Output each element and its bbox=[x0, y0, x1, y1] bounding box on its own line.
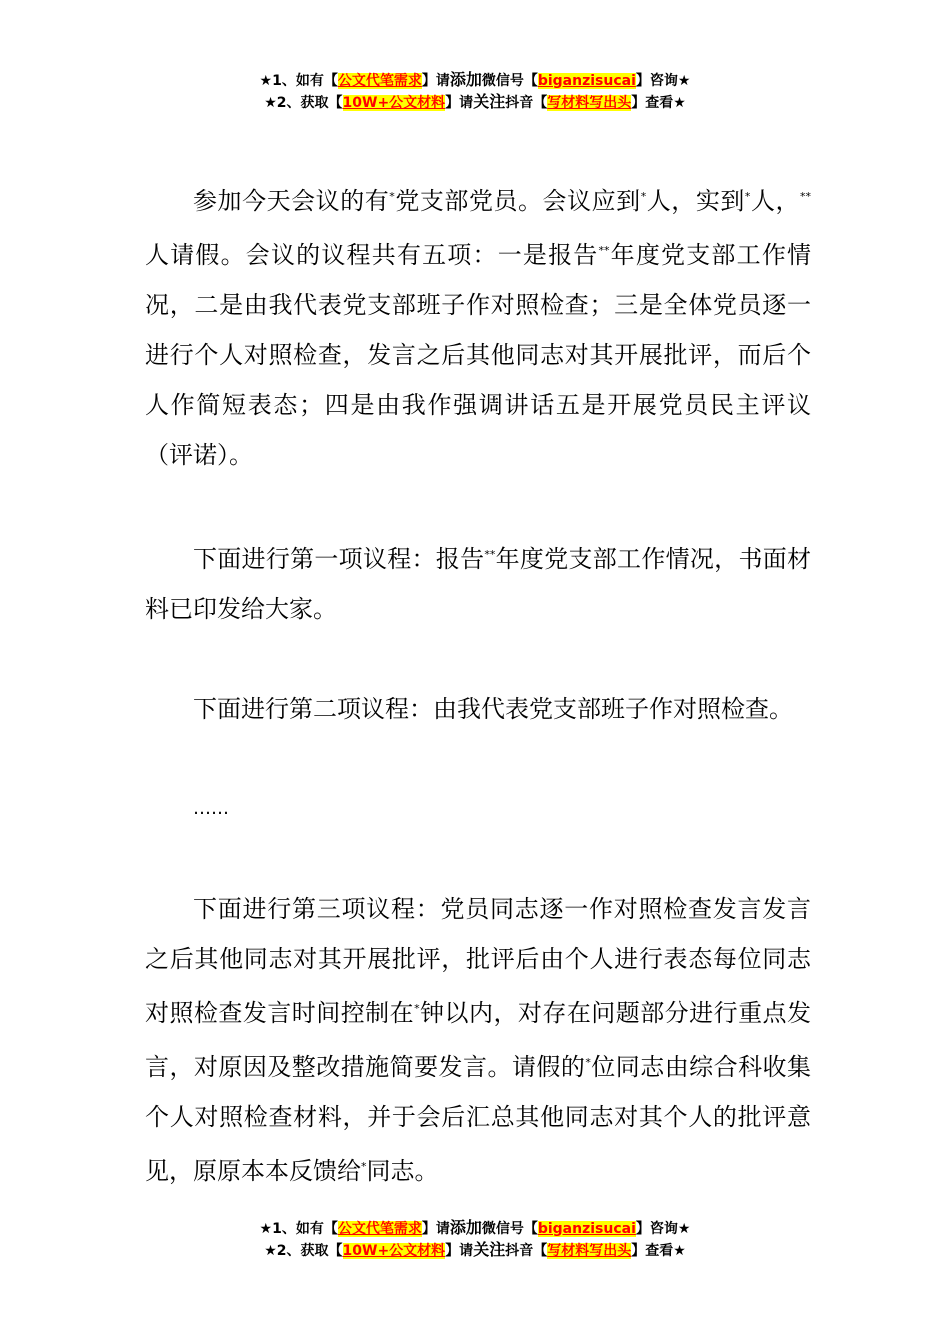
banner-text: 】请 bbox=[421, 1221, 450, 1237]
placeholder-mark: * bbox=[640, 190, 647, 203]
document-body bbox=[145, 172, 811, 1196]
banner-text: 】请 bbox=[445, 1243, 474, 1259]
banner-text: 】请 bbox=[421, 73, 450, 89]
text-run: 党支部党员。会议应到 bbox=[394, 187, 641, 215]
banner-line-2 bbox=[0, 91, 950, 113]
banner-text: 】咨询 bbox=[635, 1221, 678, 1237]
paragraph-agenda-3 bbox=[145, 884, 811, 1196]
placeholder-mark: * bbox=[361, 1160, 367, 1173]
text-run: 下面进行第一项议程：报告 bbox=[193, 545, 485, 573]
banner-emphasis: 添加 bbox=[449, 70, 482, 89]
highlight-wechat-id: biganzisucai bbox=[537, 73, 636, 89]
banner-text: 】查看 bbox=[631, 95, 674, 111]
banner-text: 1、如有【 bbox=[272, 73, 338, 89]
banner-text: 微信号【 bbox=[481, 1221, 538, 1237]
star-icon: ★ bbox=[677, 73, 691, 89]
banner-line-1 bbox=[0, 69, 950, 91]
paragraph-agenda-1 bbox=[145, 530, 811, 634]
highlight-wechat-id: biganzisucai bbox=[537, 1221, 636, 1237]
highlight-materials: 10W+公文材料 bbox=[342, 1243, 446, 1259]
banner-text: 微信号【 bbox=[481, 73, 538, 89]
highlight-douyin-account: 写材料写出头 bbox=[547, 1243, 632, 1259]
paragraph-meeting-intro bbox=[145, 172, 811, 480]
paragraph-ellipsis: …… bbox=[193, 798, 229, 819]
paragraph-spacer bbox=[145, 834, 811, 884]
banner-text: 】咨询 bbox=[635, 73, 678, 89]
text-run: 参加今天会议的有 bbox=[193, 187, 390, 215]
banner-text: 2、获取【 bbox=[276, 95, 343, 111]
star-icon: ★ bbox=[673, 95, 686, 111]
text-run: 年度党支部工作情况，二是由我代表党支部班子作对照检查；三是全体党员逐一进行个人对照检查，发言之后其他同志对其开展批评，而后个人作简短表态；四是由我作强调讲话五是开展党员民主评议（评诺）。 bbox=[145, 241, 812, 469]
highlight-douyin-account: 写材料写出头 bbox=[547, 95, 632, 111]
banner-text: 】查看 bbox=[631, 1243, 674, 1259]
highlight-service: 公文代笔需求 bbox=[337, 73, 422, 89]
placeholder-mark: * bbox=[389, 190, 395, 203]
banner-line-1 bbox=[0, 1217, 950, 1239]
banner-text: 1、如有【 bbox=[272, 1221, 338, 1237]
placeholder-mark: ** bbox=[598, 244, 610, 257]
banner-text: 2、获取【 bbox=[276, 1243, 343, 1259]
paragraph-agenda-2: 下面进行第二项议程：由我代表党支部班子作对照检查。 bbox=[193, 695, 793, 723]
star-icon: ★ bbox=[259, 73, 273, 89]
highlight-service: 公文代笔需求 bbox=[337, 1221, 422, 1237]
star-icon: ★ bbox=[264, 1243, 277, 1259]
star-icon: ★ bbox=[259, 1221, 273, 1237]
star-icon: ★ bbox=[264, 95, 277, 111]
paragraph-spacer bbox=[145, 480, 811, 530]
banner-emphasis: 关注 bbox=[473, 92, 506, 111]
text-run: 人请假。会议的议程共有五项：一是报告 bbox=[145, 241, 599, 269]
text-run: 人，实到 bbox=[646, 187, 745, 215]
text-run: 人， bbox=[750, 187, 801, 215]
text-run: 同志。 bbox=[366, 1157, 439, 1185]
placeholder-mark: * bbox=[585, 1056, 591, 1069]
star-icon: ★ bbox=[673, 1243, 686, 1259]
star-icon: ★ bbox=[677, 1221, 691, 1237]
banner-line-2 bbox=[0, 1239, 950, 1261]
banner-emphasis: 关注 bbox=[473, 1240, 506, 1259]
placeholder-mark: * bbox=[744, 190, 751, 203]
banner-text: 】请 bbox=[445, 95, 474, 111]
text-run: 年度党支部工作情况，书面材料已印发给大家。 bbox=[145, 545, 811, 623]
text-run: 位同志由综合科收集个人对照检查材料，并于会后汇总其他同志对其个人的批评意见，原原本本反馈给 bbox=[145, 1053, 812, 1185]
header-banner bbox=[0, 69, 950, 113]
placeholder-mark: ** bbox=[484, 548, 496, 561]
placeholder-mark: * bbox=[414, 1002, 420, 1015]
paragraph-spacer bbox=[145, 734, 811, 784]
highlight-materials: 10W+公文材料 bbox=[342, 95, 446, 111]
paragraph-spacer bbox=[145, 634, 811, 684]
text-run: 下面进行第三项议程：党员同志逐一作对照检查发言发言之后其他同志对其开展批评，批评后由个人进行表态每位同志对照检查发言时间控制在 bbox=[145, 895, 811, 1027]
banner-emphasis: 添加 bbox=[449, 1218, 482, 1237]
banner-text: 抖音【 bbox=[505, 95, 548, 111]
banner-text: 抖音【 bbox=[505, 1243, 548, 1259]
text-run: 钟以内，对存在问题部分进行重点发言，对原因及整改措施简要发言。请假的 bbox=[145, 999, 812, 1081]
placeholder-mark: ** bbox=[800, 190, 812, 203]
footer-banner bbox=[0, 1217, 950, 1261]
